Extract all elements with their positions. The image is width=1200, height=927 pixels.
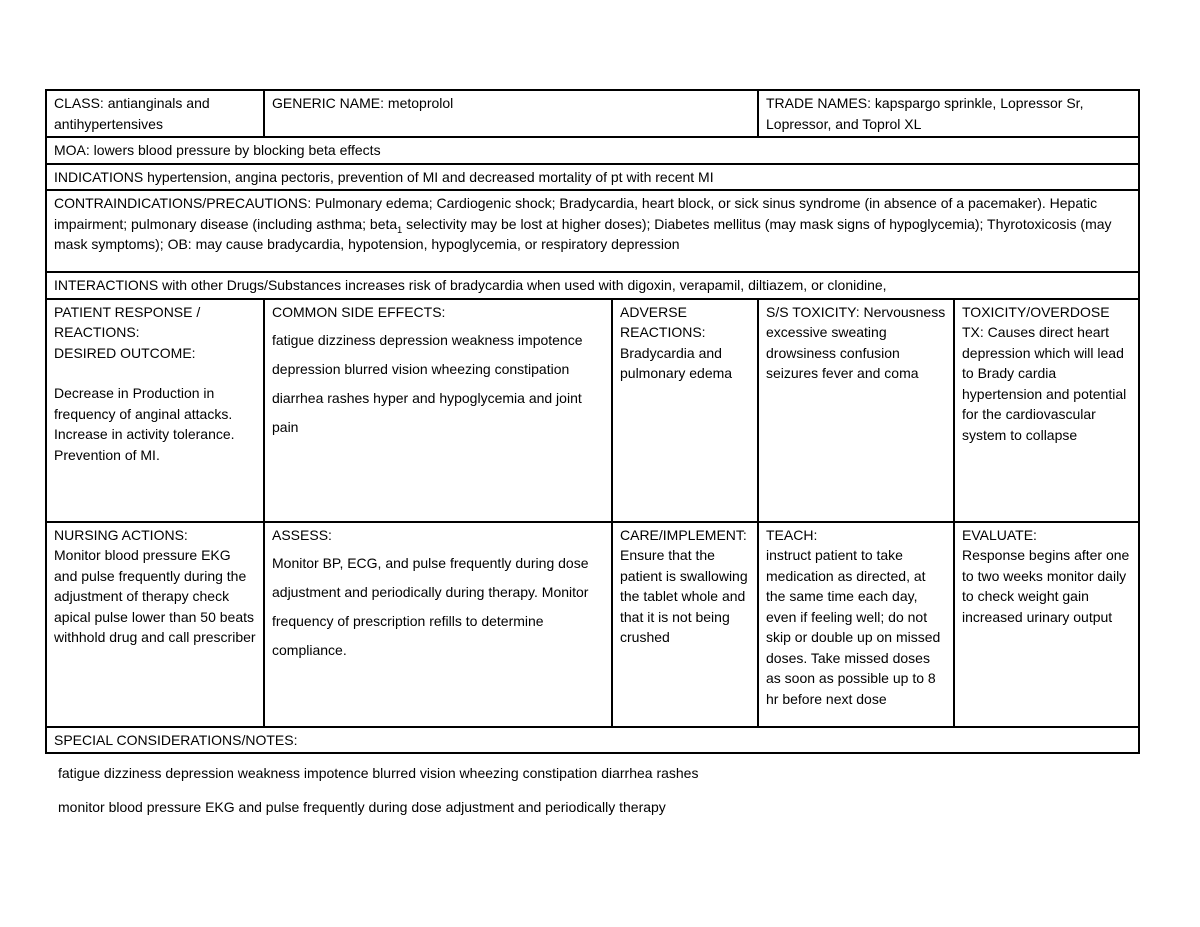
side-effects-cell	[264, 299, 612, 522]
interactions-cell: INTERACTIONS with other Drugs/Substances increases risk of bradycardia when used with digoxin, verapamil, diltiazem, or clonidine,	[46, 272, 1139, 299]
care-implement-cell: CARE/IMPLEMENT: Ensure that the patient is swallowing the tablet whole and that it is not being crushed	[612, 522, 758, 727]
trade-names-cell: TRADE NAMES: kapspargo sprinkle, Lopressor Sr, Lopressor, and Toprol XL	[758, 90, 1139, 137]
beta-subscript: 1	[397, 224, 403, 235]
nursing-actions-cell: NURSING ACTIONS: Monitor blood pressure EKG and pulse frequently during the adjustment of therapy check apical pulse lower than 50 beats withhold drug and call prescriber	[46, 522, 264, 727]
contraindications-text-cont: selectivity may be lost at higher doses); Diabetes mellitus (may mask signs of hypoglycemia); Thyrotoxicosis (may mask symptoms); OB: may cause bradycardia, hypotension, hypoglycemia, or respiratory depression	[54, 215, 1112, 252]
moa-cell: MOA: lowers blood pressure by blocking beta effects	[46, 137, 1139, 164]
contraindications-text: CONTRAINDICATIONS/PRECAUTIONS: Pulmonary edema; Cardiogenic shock; Bradycardia, heart block, or sick sinus syndrome (in absence of a pacemaker). Hepatic impairment; pulmonary disease (including asthma; beta	[54, 195, 1098, 232]
class-cell: CLASS: antianginals and antihypertensives	[46, 90, 264, 137]
toxicity-treatment-cell: TOXICITY/OVERDOSE TX: Causes direct heart depression which will lead to Brady cardia hypertension and potential for the cardiovascular system to collapse	[954, 299, 1139, 522]
evaluate-cell: EVALUATE: Response begins after one to two weeks monitor daily to check weight gain increased urinary output	[954, 522, 1139, 727]
assess-cell	[264, 522, 612, 727]
generic-name-cell: GENERIC NAME: metoprolol	[264, 90, 758, 137]
side-effects-heading: COMMON SIDE EFFECTS:	[272, 303, 446, 320]
side-effects-body: fatigue dizziness depression weakness impotence depression blurred vision wheezing constipation diarrhea rashes hyper and hypoglycemia and joint pain	[272, 332, 583, 435]
note-line-2: monitor blood pressure EKG and pulse frequently during dose adjustment and periodically therapy	[58, 799, 666, 815]
patient-response-body: Decrease in Production in frequency of anginal attacks. Increase in activity tolerance. Prevention of MI.	[54, 385, 235, 463]
toxicity-signs-cell: S/S TOXICITY: Nervousness excessive sweating drowsiness confusion seizures fever and coma	[758, 299, 954, 522]
nursing-row	[46, 522, 1139, 727]
header-row	[46, 90, 1139, 137]
note-line-1: fatigue dizziness depression weakness impotence blurred vision wheezing constipation diarrhea rashes	[58, 765, 699, 781]
response-row	[46, 299, 1139, 522]
contraindications-cell	[46, 190, 1139, 272]
patient-response-heading: PATIENT RESPONSE / REACTIONS: DESIRED OUTCOME:	[54, 303, 201, 361]
drug-card-table	[45, 89, 1140, 754]
patient-response-cell	[46, 299, 264, 522]
teach-cell: TEACH: instruct patient to take medication as directed, at the same time each day, even if feeling well; do not skip or double up on missed doses. Take missed doses as soon as possible up to 8 hr before next dose	[758, 522, 954, 727]
assess-heading: ASSESS:	[272, 526, 332, 543]
assess-body: Monitor BP, ECG, and pulse frequently during dose adjustment and periodically during therapy. Monitor frequency of prescription refills to determine compliance.	[272, 555, 589, 658]
adverse-reactions-cell: ADVERSE REACTIONS: Bradycardia and pulmonary edema	[612, 299, 758, 522]
special-considerations-cell: SPECIAL CONSIDERATIONS/NOTES:	[46, 727, 1139, 754]
indications-cell: INDICATIONS hypertension, angina pectoris, prevention of MI and decreased mortality of pt with recent MI	[46, 164, 1139, 191]
